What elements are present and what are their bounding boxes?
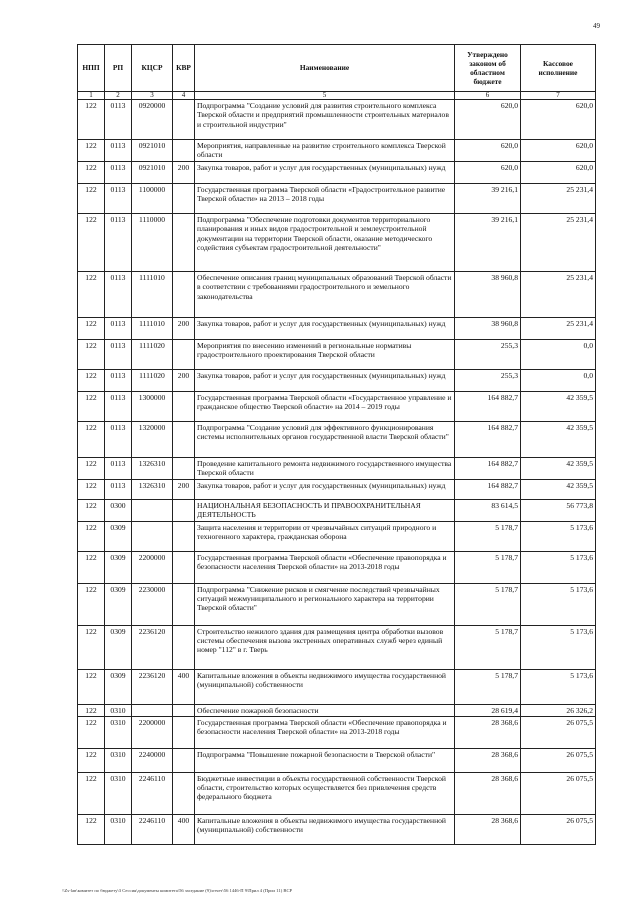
row-npp: 122 [78, 479, 105, 499]
row-kvr [173, 583, 195, 625]
row-npp: 122 [78, 814, 105, 844]
row-kcsr [132, 499, 173, 521]
row-kcsr [132, 521, 173, 551]
row-rp: 0113 [105, 370, 132, 392]
row-kcsr [132, 704, 173, 716]
row-approved: 164 882,7 [455, 392, 521, 422]
row-name: Проведение капитального ремонта недвижимого государственного имущества Тверской области [195, 458, 455, 480]
table-row [78, 583, 596, 625]
table-row [78, 716, 596, 748]
row-kvr [173, 392, 195, 422]
table-row [78, 318, 596, 340]
row-kcsr: 1320000 [132, 422, 173, 458]
row-approved: 255,3 [455, 370, 521, 392]
row-npp: 122 [78, 422, 105, 458]
row-approved: 620,0 [455, 162, 521, 184]
table-row [78, 184, 596, 214]
row-approved: 255,3 [455, 340, 521, 370]
column-number-row [78, 92, 596, 100]
row-cash: 0,0 [521, 340, 596, 370]
row-kvr [173, 422, 195, 458]
row-name: Мероприятия, направленные на развитие строительного комплекса Тверской области [195, 140, 455, 162]
row-npp: 122 [78, 162, 105, 184]
row-cash: 26 075,5 [521, 814, 596, 844]
row-name: НАЦИОНАЛЬНАЯ БЕЗОПАСНОСТЬ И ПРАВООХРАНИТЕЛЬНАЯ ДЕЯТЕЛЬНОСТЬ [195, 499, 455, 521]
header-row [78, 45, 596, 92]
row-name: Строительство нежилого здания для размещения центра обработки вызовов системы обеспечения вызова экстренных оперативных служб через единый номер "112" в г. Тверь [195, 625, 455, 669]
header-npp: НПП [78, 45, 105, 92]
row-approved: 39 216,1 [455, 184, 521, 214]
row-rp: 0300 [105, 499, 132, 521]
row-npp: 122 [78, 370, 105, 392]
row-name: Капитальные вложения в объекты недвижимого имущества государственной (муниципальной) собственности [195, 669, 455, 704]
row-npp: 122 [78, 669, 105, 704]
row-kcsr: 1111020 [132, 340, 173, 370]
row-cash: 5 173,6 [521, 551, 596, 583]
table-row [78, 458, 596, 480]
row-rp: 0310 [105, 716, 132, 748]
row-kvr: 200 [173, 318, 195, 340]
header-cash: Кассовое исполнение [521, 45, 596, 92]
row-npp: 122 [78, 214, 105, 272]
row-kcsr: 1110000 [132, 214, 173, 272]
row-rp: 0310 [105, 748, 132, 772]
row-cash: 620,0 [521, 162, 596, 184]
row-npp: 122 [78, 100, 105, 140]
row-name: Государственная программа Тверской области «Обеспечение правопорядка и безопасности населения Тверской области» на 2013-2018 годы [195, 716, 455, 748]
row-kvr [173, 521, 195, 551]
row-approved: 5 178,7 [455, 551, 521, 583]
table-body [78, 100, 596, 845]
table-row [78, 272, 596, 318]
row-cash: 5 173,6 [521, 669, 596, 704]
row-rp: 0113 [105, 140, 132, 162]
budget-table [77, 44, 596, 845]
row-kcsr: 2246110 [132, 814, 173, 844]
row-npp: 122 [78, 716, 105, 748]
row-npp: 122 [78, 704, 105, 716]
row-name: Государственная программа Тверской области «Градостроительное развитие Тверской области» на 2013 – 2018 годы [195, 184, 455, 214]
row-approved: 164 882,7 [455, 458, 521, 480]
file-path-footer: \\Zs-lan\комитет по бюджету\3 Сессия\документы комитета\56 заседание (9)\отчет\56 1446-П 9\Прил 4 (Прил 11) ВСР [62, 888, 293, 893]
row-rp: 0310 [105, 704, 132, 716]
header-approved: Утверждено законом об областном бюджете [455, 45, 521, 92]
row-rp: 0309 [105, 521, 132, 551]
row-rp: 0113 [105, 272, 132, 318]
row-cash: 5 173,6 [521, 521, 596, 551]
row-name: Обеспечение описания границ муниципальных образований Тверской области в соответствии с требованиями градостроительного и земельного законодательства [195, 272, 455, 318]
table-row [78, 479, 596, 499]
row-kcsr: 1111010 [132, 272, 173, 318]
row-kcsr: 2230000 [132, 583, 173, 625]
row-kvr [173, 625, 195, 669]
row-cash: 42 359,5 [521, 422, 596, 458]
table-row [78, 748, 596, 772]
row-kcsr: 2200000 [132, 716, 173, 748]
row-npp: 122 [78, 499, 105, 521]
row-kcsr: 1100000 [132, 184, 173, 214]
row-npp: 122 [78, 625, 105, 669]
row-npp: 122 [78, 318, 105, 340]
row-approved: 28 368,6 [455, 748, 521, 772]
row-rp: 0113 [105, 184, 132, 214]
row-npp: 122 [78, 748, 105, 772]
row-cash: 5 173,6 [521, 625, 596, 669]
row-rp: 0113 [105, 392, 132, 422]
row-name: Государственная программа Тверской области «Обеспечение правопорядка и безопасности населения Тверской области» на 2013-2018 годы [195, 551, 455, 583]
row-rp: 0113 [105, 340, 132, 370]
col-number: 5 [195, 92, 455, 100]
row-rp: 0113 [105, 422, 132, 458]
row-kvr [173, 551, 195, 583]
row-kvr [173, 272, 195, 318]
row-cash: 26 326,2 [521, 704, 596, 716]
row-name: Закупка товаров, работ и услуг для государственных (муниципальных) нужд [195, 318, 455, 340]
row-approved: 28 368,6 [455, 772, 521, 814]
table-row [78, 669, 596, 704]
table-row [78, 521, 596, 551]
row-kcsr: 0921010 [132, 162, 173, 184]
row-kcsr: 0920000 [132, 100, 173, 140]
row-cash: 25 231,4 [521, 214, 596, 272]
row-rp: 0310 [105, 814, 132, 844]
row-approved: 39 216,1 [455, 214, 521, 272]
header-name: Наименование [195, 45, 455, 92]
row-cash: 25 231,4 [521, 318, 596, 340]
row-cash: 620,0 [521, 140, 596, 162]
row-kvr [173, 704, 195, 716]
row-npp: 122 [78, 272, 105, 318]
row-name: Бюджетные инвестиции в объекты государственной собственности Тверской области, строительство которых осуществляется без привлечения средств федерального бюджета [195, 772, 455, 814]
row-kvr [173, 214, 195, 272]
table-row [78, 814, 596, 844]
row-approved: 5 178,7 [455, 669, 521, 704]
row-kvr [173, 748, 195, 772]
row-approved: 38 960,8 [455, 318, 521, 340]
header-kcsr: КЦСР [132, 45, 173, 92]
row-kcsr: 1326310 [132, 479, 173, 499]
row-kcsr: 1111020 [132, 370, 173, 392]
table-row [78, 625, 596, 669]
table-row [78, 704, 596, 716]
row-cash: 25 231,4 [521, 184, 596, 214]
row-kcsr: 2240000 [132, 748, 173, 772]
row-npp: 122 [78, 340, 105, 370]
row-npp: 122 [78, 458, 105, 480]
row-cash: 25 231,4 [521, 272, 596, 318]
row-name: Подпрограмма "Повышение пожарной безопасности в Тверской области" [195, 748, 455, 772]
row-npp: 122 [78, 521, 105, 551]
row-rp: 0309 [105, 551, 132, 583]
header-kvr: КВР [173, 45, 195, 92]
row-name: Подпрограмма "Обеспечение подготовки документов территориального планирования и иных видов градостроительной и землеустроительной документации на территории Тверской области, оказание методического содействия субъектам градостроительной деятельности" [195, 214, 455, 272]
table-row [78, 422, 596, 458]
table-row [78, 551, 596, 583]
row-kvr [173, 340, 195, 370]
row-kvr: 400 [173, 669, 195, 704]
row-approved: 164 882,7 [455, 422, 521, 458]
row-rp: 0310 [105, 772, 132, 814]
row-cash: 26 075,5 [521, 772, 596, 814]
row-approved: 38 960,8 [455, 272, 521, 318]
row-cash: 26 075,5 [521, 748, 596, 772]
row-npp: 122 [78, 772, 105, 814]
col-number: 2 [105, 92, 132, 100]
table-row [78, 340, 596, 370]
row-rp: 0113 [105, 458, 132, 480]
row-name: Мероприятия по внесению изменений в региональные нормативы градостроительного проектирования Тверской области [195, 340, 455, 370]
row-kvr [173, 100, 195, 140]
row-kvr [173, 716, 195, 748]
row-kcsr: 1326310 [132, 458, 173, 480]
row-rp: 0309 [105, 583, 132, 625]
col-number: 4 [173, 92, 195, 100]
row-approved: 620,0 [455, 140, 521, 162]
row-kcsr: 2200000 [132, 551, 173, 583]
row-approved: 5 178,7 [455, 521, 521, 551]
row-kvr: 400 [173, 814, 195, 844]
row-kvr [173, 140, 195, 162]
row-cash: 26 075,5 [521, 716, 596, 748]
row-name: Подпрограмма "Создание условий для развития строительного комплекса Тверской области и предприятий промышленности строительных материалов и строительной индустрии" [195, 100, 455, 140]
row-rp: 0113 [105, 214, 132, 272]
table-row [78, 499, 596, 521]
row-approved: 28 368,6 [455, 814, 521, 844]
row-approved: 164 882,7 [455, 479, 521, 499]
row-npp: 122 [78, 140, 105, 162]
row-approved: 5 178,7 [455, 625, 521, 669]
row-kvr [173, 499, 195, 521]
row-npp: 122 [78, 184, 105, 214]
page-number: 49 [593, 22, 600, 30]
row-kcsr: 1111010 [132, 318, 173, 340]
col-number: 1 [78, 92, 105, 100]
col-number: 7 [521, 92, 596, 100]
col-number: 6 [455, 92, 521, 100]
row-kvr [173, 772, 195, 814]
row-kvr: 200 [173, 370, 195, 392]
row-name: Государственная программа Тверской области «Государственное управление и гражданское общество Тверской области» на 2014 – 2019 годы [195, 392, 455, 422]
row-npp: 122 [78, 392, 105, 422]
row-name: Закупка товаров, работ и услуг для государственных (муниципальных) нужд [195, 370, 455, 392]
row-cash: 42 359,5 [521, 392, 596, 422]
row-name: Капитальные вложения в объекты недвижимого имущества государственной (муниципальной) собственности [195, 814, 455, 844]
row-approved: 5 178,7 [455, 583, 521, 625]
row-kvr [173, 184, 195, 214]
row-approved: 28 368,6 [455, 716, 521, 748]
row-cash: 0,0 [521, 370, 596, 392]
row-kvr [173, 458, 195, 480]
row-rp: 0309 [105, 669, 132, 704]
table-row [78, 100, 596, 140]
row-name: Подпрограмма "Создание условий для эффективного функционирования системы исполнительных органов государственной власти Тверской области" [195, 422, 455, 458]
row-kvr: 200 [173, 479, 195, 499]
row-rp: 0113 [105, 318, 132, 340]
row-name: Защита населения и территории от чрезвычайных ситуаций природного и техногенного характера, гражданская оборона [195, 521, 455, 551]
row-name: Закупка товаров, работ и услуг для государственных (муниципальных) нужд [195, 479, 455, 499]
row-cash: 42 359,5 [521, 458, 596, 480]
row-npp: 122 [78, 551, 105, 583]
row-kvr: 200 [173, 162, 195, 184]
row-kcsr: 2236120 [132, 669, 173, 704]
row-kcsr: 2246110 [132, 772, 173, 814]
row-cash: 5 173,6 [521, 583, 596, 625]
table-row [78, 772, 596, 814]
row-npp: 122 [78, 583, 105, 625]
row-rp: 0113 [105, 162, 132, 184]
row-approved: 28 619,4 [455, 704, 521, 716]
row-approved: 620,0 [455, 100, 521, 140]
table-row [78, 140, 596, 162]
table-row [78, 214, 596, 272]
row-kcsr: 2236120 [132, 625, 173, 669]
row-name: Закупка товаров, работ и услуг для государственных (муниципальных) нужд [195, 162, 455, 184]
table-row [78, 392, 596, 422]
header-rp: РП [105, 45, 132, 92]
row-kcsr: 0921010 [132, 140, 173, 162]
col-number: 3 [132, 92, 173, 100]
table-row [78, 370, 596, 392]
row-cash: 42 359,5 [521, 479, 596, 499]
row-name: Обеспечение пожарной безопасности [195, 704, 455, 716]
row-rp: 0113 [105, 479, 132, 499]
row-rp: 0309 [105, 625, 132, 669]
row-approved: 83 614,5 [455, 499, 521, 521]
table-row [78, 162, 596, 184]
row-kcsr: 1300000 [132, 392, 173, 422]
row-cash: 56 773,8 [521, 499, 596, 521]
row-rp: 0113 [105, 100, 132, 140]
row-name: Подпрограмма "Снижение рисков и смягчение последствий чрезвычайных ситуаций межмуниципального и регионального характера на территории Тверской области" [195, 583, 455, 625]
row-cash: 620,0 [521, 100, 596, 140]
